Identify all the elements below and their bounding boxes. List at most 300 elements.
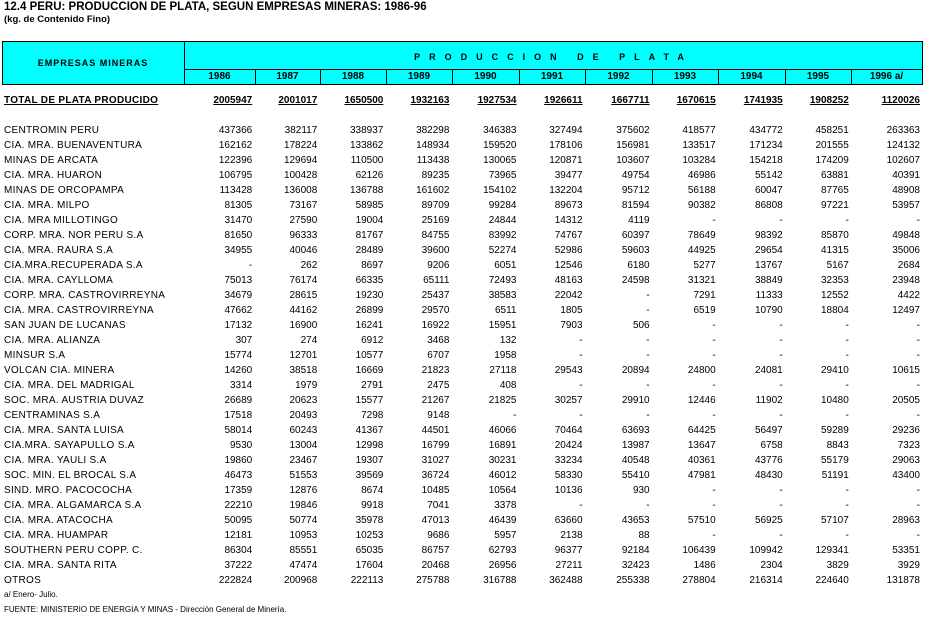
production-value: 408 (499, 380, 517, 391)
production-value: 25437 (421, 290, 450, 301)
production-value: - (916, 410, 920, 421)
production-value: 60047 (754, 185, 783, 196)
year-header-6: 1992 (607, 71, 630, 82)
production-value: 35978 (355, 515, 384, 526)
production-value: - (779, 500, 783, 511)
table-row (2, 543, 923, 558)
table-row (2, 498, 923, 513)
production-value: 58014 (224, 425, 253, 436)
production-value: 1932163 (410, 95, 450, 106)
production-value: 10577 (355, 350, 384, 361)
production-value: 154102 (483, 185, 517, 196)
production-value: 129694 (283, 155, 318, 166)
production-value: 159520 (483, 140, 517, 151)
production-value: 16922 (421, 320, 450, 331)
production-value: - (779, 485, 783, 496)
production-value: 40391 (892, 170, 920, 181)
table-row (2, 333, 923, 348)
production-value: 178106 (549, 140, 583, 151)
production-value: - (712, 500, 716, 511)
company-name: CIA. MRA. DEL MADRIGAL (4, 380, 135, 391)
production-value: 16799 (421, 440, 450, 451)
production-value: 81650 (224, 230, 253, 241)
table-row (2, 513, 923, 528)
production-value: 90382 (687, 200, 716, 211)
production-value: 2138 (560, 530, 583, 541)
production-value: 29236 (892, 425, 920, 436)
production-value: 11902 (755, 395, 783, 406)
production-value: 23948 (892, 275, 920, 286)
production-value: 62126 (355, 170, 384, 181)
production-value: 5167 (826, 260, 849, 271)
production-value: 1650500 (344, 95, 384, 106)
production-value: 48163 (554, 275, 583, 286)
production-value: 10136 (554, 485, 583, 496)
production-value: 8697 (361, 260, 384, 271)
production-value: - (779, 350, 783, 361)
production-value: - (579, 500, 583, 511)
production-value: - (579, 380, 583, 391)
production-value: - (646, 500, 650, 511)
production-value: 10615 (892, 365, 920, 376)
production-value: 382298 (416, 125, 450, 136)
production-value: 27118 (489, 365, 517, 376)
production-value: 46012 (488, 470, 517, 481)
production-value: 33234 (554, 455, 583, 466)
production-value: 131878 (886, 575, 920, 586)
source-note: FUENTE: MINISTERIO DE ENERGIA Y MINAS - Dirección General de Minería. (4, 605, 287, 614)
production-value: 6511 (494, 305, 517, 316)
production-value: 13987 (621, 440, 650, 451)
production-value: 7041 (427, 500, 450, 511)
production-value: 49848 (892, 230, 920, 241)
production-value: 506 (632, 320, 650, 331)
production-value: 27211 (555, 560, 583, 571)
production-value: 20468 (421, 560, 450, 571)
production-value: - (779, 380, 783, 391)
production-value: 38849 (754, 275, 783, 286)
company-name: OTROS (4, 575, 42, 586)
production-value: - (916, 530, 920, 541)
production-value: 13767 (754, 260, 783, 271)
production-value: 44162 (289, 305, 318, 316)
production-value: 78649 (687, 230, 716, 241)
production-value: 17132 (224, 320, 253, 331)
production-value: 52274 (488, 245, 517, 256)
production-value: - (646, 335, 650, 346)
production-value: 346383 (483, 125, 517, 136)
production-value: 58330 (554, 470, 583, 481)
production-value: 43400 (892, 470, 920, 481)
production-value: 3378 (494, 500, 517, 511)
table-row (2, 363, 923, 378)
production-value: 17604 (355, 560, 384, 571)
production-value: 36724 (421, 470, 450, 481)
production-value: 7298 (361, 410, 384, 421)
production-value: 1741935 (743, 95, 783, 106)
table-row (2, 153, 923, 168)
company-name: CIA. MRA. YAULI S.A (4, 455, 107, 466)
production-value: 4119 (628, 215, 650, 226)
header-right-border (922, 41, 923, 85)
company-name: CIA. MRA. HUAMPAR (4, 530, 109, 541)
company-name: VOLCAN CIA. MINERA (4, 365, 115, 376)
production-value: 88 (638, 530, 650, 541)
production-value: 222113 (350, 575, 384, 586)
production-value: 2001017 (278, 95, 318, 106)
production-value: 124132 (886, 140, 920, 151)
table-row (2, 243, 923, 258)
production-value: - (712, 530, 716, 541)
production-value: 38583 (488, 290, 517, 301)
production-value: 65035 (355, 545, 384, 556)
production-value: 65111 (423, 275, 450, 286)
company-name: CIA.MRA.RECUPERADA S.A (4, 260, 143, 271)
production-value: - (779, 335, 783, 346)
production-value: 20894 (621, 365, 650, 376)
production-value: 40046 (289, 245, 318, 256)
production-value: 46473 (224, 470, 253, 481)
production-value: 26956 (488, 560, 517, 571)
production-value: 22210 (224, 500, 253, 511)
production-value: 26899 (355, 305, 384, 316)
production-value: 6912 (361, 335, 384, 346)
production-value: 19307 (355, 455, 384, 466)
production-value: 156981 (616, 140, 650, 151)
production-value: 85870 (821, 230, 849, 241)
production-value: 171234 (749, 140, 783, 151)
production-value: 48908 (892, 185, 920, 196)
production-value: 19846 (289, 500, 318, 511)
production-value: 39600 (421, 245, 450, 256)
production-value: 136008 (283, 185, 318, 196)
production-value: 278804 (682, 575, 716, 586)
total-row (2, 93, 923, 108)
production-value: 16241 (355, 320, 384, 331)
production-value: 59289 (821, 425, 849, 436)
page-subtitle: (kg. de Contenido Fino) (4, 14, 111, 25)
production-value: 10790 (754, 305, 783, 316)
year-header-1: 1987 (276, 71, 299, 82)
production-value: 1926611 (544, 95, 583, 106)
production-value: 53351 (892, 545, 920, 556)
production-value: 86304 (224, 545, 253, 556)
production-value: 109942 (749, 545, 783, 556)
production-value: 46986 (687, 170, 716, 181)
production-value: 57107 (821, 515, 849, 526)
production-value: 113438 (416, 155, 450, 166)
production-value: 24844 (488, 215, 517, 226)
table-row (2, 303, 923, 318)
production-value: 6758 (760, 440, 783, 451)
production-value: 458251 (815, 125, 849, 136)
table-row (2, 393, 923, 408)
production-value: 56925 (754, 515, 783, 526)
production-value: - (248, 260, 253, 271)
production-value: 255338 (616, 575, 650, 586)
production-value: 57510 (687, 515, 716, 526)
production-value: 162162 (218, 140, 253, 151)
company-name: SOUTHERN PERU COPP. C. (4, 545, 143, 556)
production-value: 24598 (621, 275, 650, 286)
production-value: 2475 (427, 380, 450, 391)
company-name: SOC. MIN. EL BROCAL S.A (4, 470, 137, 481)
production-value: 47662 (224, 305, 253, 316)
production-value: 6707 (427, 350, 450, 361)
production-value: - (513, 410, 517, 421)
production-value: 13647 (687, 440, 716, 451)
production-value: 32423 (621, 560, 650, 571)
production-value: - (646, 410, 650, 421)
production-value: 51191 (821, 470, 849, 481)
production-value: - (712, 335, 716, 346)
production-value: 362488 (549, 575, 583, 586)
year-header-4: 1990 (474, 71, 497, 82)
production-value: 18804 (821, 305, 849, 316)
production-value: 102607 (886, 155, 920, 166)
production-value: 930 (632, 485, 650, 496)
table-row (2, 483, 923, 498)
production-value: 32353 (821, 275, 849, 286)
production-value: 132204 (549, 185, 583, 196)
production-value: 1979 (295, 380, 318, 391)
production-value: 263363 (886, 125, 920, 136)
production-value: 17518 (224, 410, 253, 421)
production-value: 1805 (560, 305, 583, 316)
production-value: - (845, 215, 849, 226)
table-row (2, 378, 923, 393)
production-value: 73167 (289, 200, 318, 211)
production-value: 47474 (289, 560, 318, 571)
production-value: 7903 (560, 320, 583, 331)
production-value: 29063 (892, 455, 920, 466)
production-value: 89673 (554, 200, 583, 211)
production-value: 1908252 (809, 95, 849, 106)
production-value: 19004 (355, 215, 384, 226)
table-row (2, 573, 923, 588)
production-value: 83992 (488, 230, 517, 241)
production-value: 132 (499, 335, 517, 346)
production-value: 59603 (621, 245, 650, 256)
production-value: 23467 (289, 455, 318, 466)
production-value: 64425 (687, 425, 716, 436)
production-value: 1927534 (477, 95, 517, 106)
production-value: 29410 (821, 365, 849, 376)
production-value: - (845, 485, 849, 496)
production-value: 89235 (421, 170, 450, 181)
production-value: 434772 (749, 125, 783, 136)
company-name: CIA.MRA. SAYAPULLO S.A (4, 440, 135, 451)
company-name: CIA. MRA. RAURA S.A (4, 245, 114, 256)
year-header-8: 1994 (740, 71, 763, 82)
production-value: 41315 (821, 245, 849, 256)
production-value: 12701 (289, 350, 318, 361)
production-value: 17359 (224, 485, 253, 496)
company-name: CORP. MRA. CASTROVIRREYNA (4, 290, 166, 301)
production-value: 262 (300, 260, 318, 271)
production-value: 46066 (488, 425, 517, 436)
production-value: 5957 (494, 530, 517, 541)
production-value: 14312 (554, 215, 583, 226)
production-value: 75013 (224, 275, 253, 286)
production-value: 72493 (488, 275, 517, 286)
production-value: 28615 (289, 290, 318, 301)
production-value: 1670615 (676, 95, 716, 106)
production-value: 39477 (554, 170, 583, 181)
production-value: - (779, 320, 783, 331)
production-value: 58985 (355, 200, 384, 211)
company-name: CIA. MRA MILLOTINGO (4, 215, 119, 226)
production-value: 51553 (289, 470, 318, 481)
production-value: 161602 (416, 185, 450, 196)
production-value: 49754 (621, 170, 650, 181)
production-value: - (916, 500, 920, 511)
production-value: 6051 (494, 260, 517, 271)
year-header-7: 1993 (673, 71, 697, 82)
production-value: 28489 (355, 245, 384, 256)
production-value: 6180 (627, 260, 650, 271)
production-value: 275788 (416, 575, 450, 586)
production-value: 12876 (289, 485, 318, 496)
production-value: 38518 (289, 365, 318, 376)
table-row (2, 258, 923, 273)
production-value: 136788 (350, 185, 384, 196)
production-value: 56497 (754, 425, 783, 436)
production-value: 22042 (554, 290, 583, 301)
production-value: 92184 (621, 545, 650, 556)
company-name: SOC. MRA. AUSTRIA DUVAZ (4, 395, 145, 406)
production-value: - (916, 215, 920, 226)
production-value: 10953 (289, 530, 318, 541)
company-name: MINAS DE ARCATA (4, 155, 99, 166)
table-row (2, 438, 923, 453)
production-value: - (916, 320, 920, 331)
production-value: 9530 (230, 440, 253, 451)
production-value: - (845, 530, 849, 541)
production-value: - (712, 410, 716, 421)
production-value: 120871 (549, 155, 583, 166)
production-value: 40548 (621, 455, 650, 466)
production-value: 31027 (421, 455, 450, 466)
production-value: 201555 (815, 140, 849, 151)
production-value: 7323 (897, 440, 920, 451)
company-name: CIA. MRA. CASTROVIRREYNA (4, 305, 154, 316)
production-value: 97221 (821, 200, 849, 211)
production-value: - (579, 350, 583, 361)
production-value: 9206 (427, 260, 450, 271)
production-value: 34679 (224, 290, 253, 301)
production-value: 43776 (754, 455, 783, 466)
production-value: 12446 (687, 395, 716, 406)
production-value: 19230 (355, 290, 384, 301)
production-value: 50095 (224, 515, 253, 526)
page-title: 12.4 PERU: PRODUCCION DE PLATA, SEGUN EMPRESAS MINERAS: 1986-96 (4, 1, 427, 13)
production-value: 1958 (494, 350, 517, 361)
production-value: 81767 (355, 230, 384, 241)
production-value: 46439 (488, 515, 517, 526)
production-value: 99284 (488, 200, 517, 211)
production-value: 28963 (892, 515, 920, 526)
production-value: 106439 (682, 545, 716, 556)
production-value: 15577 (355, 395, 384, 406)
company-name: TOTAL DE PLATA PRODUCIDO (4, 95, 159, 106)
production-value: 6519 (693, 305, 716, 316)
production-value: 307 (235, 335, 253, 346)
production-value: 110500 (350, 155, 384, 166)
production-value: 1486 (693, 560, 716, 571)
production-value: - (646, 380, 650, 391)
year-header-10: 1996 a/ (869, 71, 904, 82)
production-value: 12497 (892, 305, 920, 316)
production-value: 4422 (897, 290, 920, 301)
company-name: CIA. MRA. ALIANZA (4, 335, 101, 346)
table-row (2, 453, 923, 468)
company-name: CENTRAMINAS S.A (4, 410, 101, 421)
production-value: 3929 (897, 560, 920, 571)
production-value: 85551 (289, 545, 318, 556)
production-value: - (712, 485, 716, 496)
production-value: 29570 (421, 305, 450, 316)
production-value: 60397 (621, 230, 650, 241)
company-name: CIA. MRA. HUARON (4, 170, 103, 181)
production-value: 10485 (421, 485, 450, 496)
production-value: 66335 (355, 275, 384, 286)
production-value: 73965 (488, 170, 517, 181)
production-value: 274 (300, 335, 318, 346)
production-value: - (845, 410, 849, 421)
footnote: a/ Enero- Julio. (4, 590, 58, 599)
production-value: - (779, 530, 783, 541)
production-value: - (845, 380, 849, 391)
table-row (2, 123, 923, 138)
table-row (2, 213, 923, 228)
production-value: 122396 (218, 155, 253, 166)
production-value: - (916, 380, 920, 391)
table-row (2, 228, 923, 243)
production-value: - (779, 410, 783, 421)
table-row (2, 198, 923, 213)
production-value: 129341 (815, 545, 849, 556)
company-name: CIA. MRA. BUENAVENTURA (4, 140, 143, 151)
production-value: 21825 (488, 395, 517, 406)
production-value: 43653 (621, 515, 650, 526)
production-value: 20493 (289, 410, 318, 421)
production-value: 31321 (687, 275, 716, 286)
production-value: 174209 (815, 155, 849, 166)
production-value: 20505 (892, 395, 920, 406)
production-value: 15774 (224, 350, 253, 361)
table-row (2, 558, 923, 573)
table-row (2, 408, 923, 423)
company-name: CIA. MRA. SANTA RITA (4, 560, 117, 571)
production-value: 63693 (621, 425, 650, 436)
production-table (2, 93, 923, 588)
production-value: 133517 (682, 140, 716, 151)
year-header-3: 1989 (407, 71, 431, 82)
production-value: 84755 (421, 230, 450, 241)
production-value: 63881 (821, 170, 849, 181)
production-value: 56188 (687, 185, 716, 196)
production-value: - (916, 335, 920, 346)
production-value: - (916, 350, 920, 361)
production-value: 10564 (488, 485, 517, 496)
production-value: - (646, 305, 650, 316)
production-value: 9918 (361, 500, 384, 511)
production-value: 25169 (421, 215, 450, 226)
production-value: 9686 (427, 530, 450, 541)
production-value: 2304 (760, 560, 783, 571)
table-row (2, 318, 923, 333)
